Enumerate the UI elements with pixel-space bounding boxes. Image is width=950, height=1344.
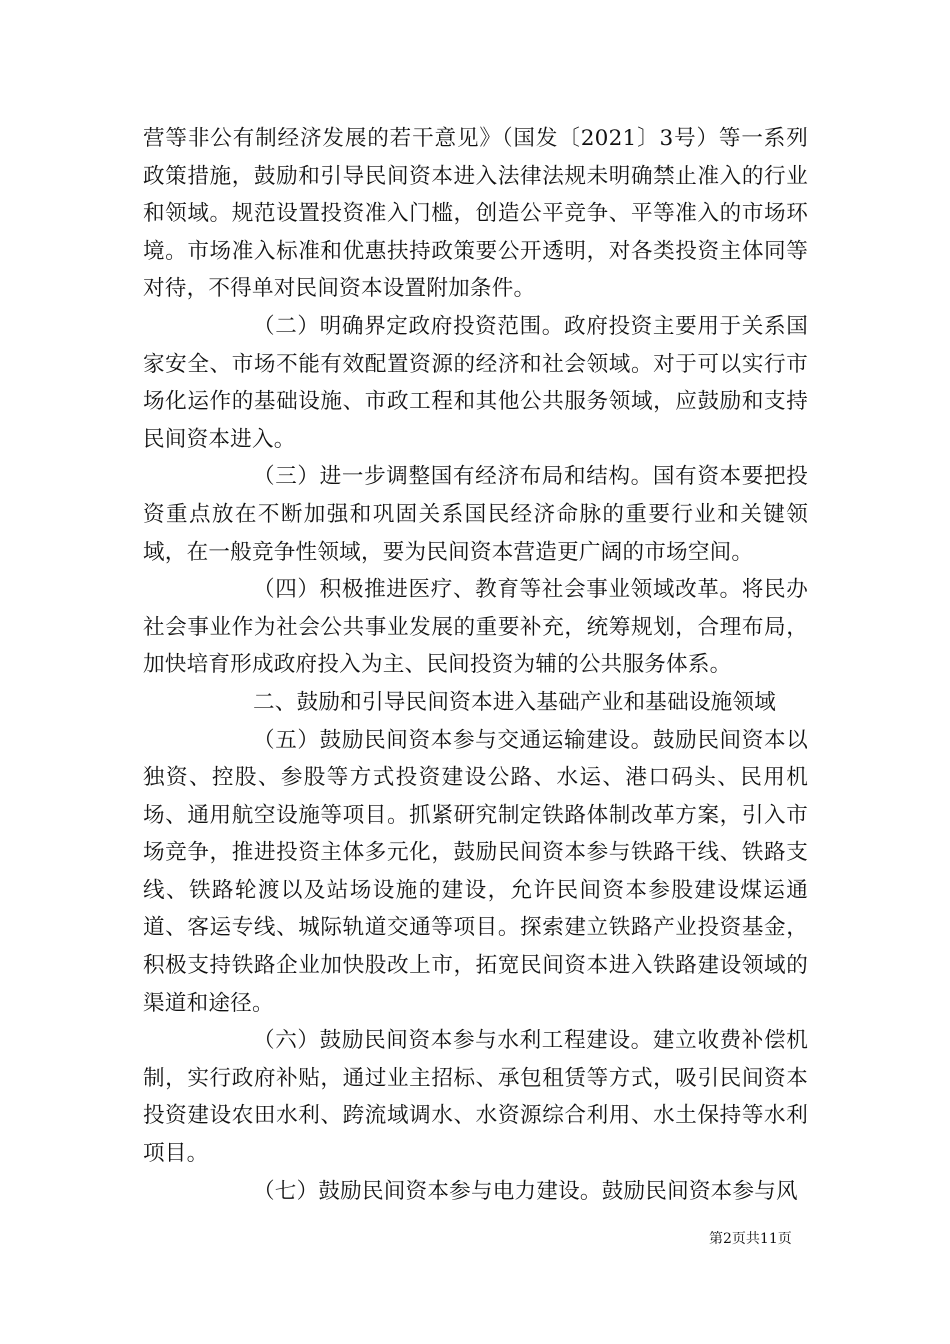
document-body [143,120,808,1210]
paragraph-continuation: 营等非公有制经济发展的若干意见》（国发〔2021〕3号）等一系列政策措施，鼓励和引导民间资本进入法律法规未明确禁止准入的行业和领域。规范设置投资准入门槛，创造公平竞争、平等准入的市场环境。市场准入标准和优惠扶持政策要公开透明，对各类投资主体同等对待，不得单对民间资本设置附加条件。 [143,126,808,302]
page-number-footer: 第2页共11页 [709,1231,792,1247]
section-heading-2: 二、鼓励和引导民间资本进入基础产业和基础设施领域 [253,689,777,715]
paragraph-section-2: （二）明确界定政府投资范围。政府投资主要用于关系国家安全、市场不能有效配置资源的经济和社会领域。对于可以实行市场化运作的基础设施、市政工程和其他公共服务领域，应鼓励和支持民间资本进入。 [143,313,808,452]
paragraph-section-3: （三）进一步调整国有经济布局和结构。国有资本要把投资重点放在不断加强和巩固关系国民经济命脉的重要行业和关键领域，在一般竞争性领域，要为民间资本营造更广阔的市场空间。 [143,464,808,565]
paragraph-section-5: （五）鼓励民间资本参与交通运输建设。鼓励民间资本以独资、控股、参股等方式投资建设公路、水运、港口码头、民用机场、通用航空设施等项目。抓紧研究制定铁路体制改革方案，引入市场竞争，推进投资主体多元化，鼓励民间资本参与铁路干线、铁路支线、铁路轮渡以及站场设施的建设，允许民间资本参股建设煤运通道、客运专线、城际轨道交通等项目。探索建立铁路产业投资基金，积极支持铁路企业加快股改上市，拓宽民间资本进入铁路建设领域的渠道和途径。 [143,727,808,1016]
paragraph-section-7: （七）鼓励民间资本参与电力建设。鼓励民间资本参与风 [253,1178,798,1204]
paragraph-section-4: （四）积极推进医疗、教育等社会事业领域改革。将民办社会事业作为社会公共事业发展的重要补充，统筹规划，合理布局，加快培育形成政府投入为主、民间投资为辅的公共服务体系。 [143,577,808,678]
paragraph-section-6: （六）鼓励民间资本参与水利工程建设。建立收费补偿机制，实行政府补贴，通过业主招标、承包租赁等方式，吸引民间资本投资建设农田水利、跨流域调水、水资源综合利用、水土保持等水利项目。 [143,1028,808,1167]
